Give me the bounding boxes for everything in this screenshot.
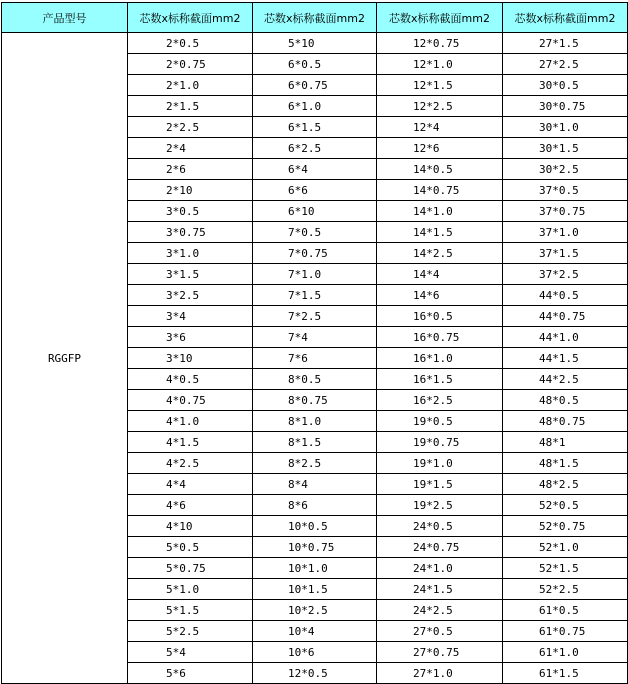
spec-cell: 3*1.5 — [128, 264, 253, 285]
spec-cell: 24*2.5 — [377, 600, 503, 621]
spec-cell: 16*1.5 — [377, 369, 503, 390]
spec-cell: 44*0.5 — [503, 285, 628, 306]
spec-cell: 8*1.0 — [253, 411, 377, 432]
spec-cell: 52*1.5 — [503, 558, 628, 579]
table-row — [2, 33, 628, 54]
spec-cell: 8*6 — [253, 495, 377, 516]
spec-cell: 27*0.5 — [377, 621, 503, 642]
spec-cell: 6*6 — [253, 180, 377, 201]
spec-cell: 5*10 — [253, 33, 377, 54]
table-body — [2, 33, 628, 684]
spec-cell: 8*0.5 — [253, 369, 377, 390]
spec-cell: 10*6 — [253, 642, 377, 663]
spec-cell: 14*1.0 — [377, 201, 503, 222]
spec-cell: 3*2.5 — [128, 285, 253, 306]
spec-cell: 37*0.5 — [503, 180, 628, 201]
header-cores-section-2: 芯数x标称截面mm2 — [253, 3, 377, 33]
spec-cell: 5*2.5 — [128, 621, 253, 642]
spec-cell: 6*1.0 — [253, 96, 377, 117]
spec-cell: 48*2.5 — [503, 474, 628, 495]
spec-cell: 5*1.5 — [128, 600, 253, 621]
spec-cell: 61*0.5 — [503, 600, 628, 621]
spec-cell: 8*2.5 — [253, 453, 377, 474]
spec-cell: 48*0.75 — [503, 411, 628, 432]
spec-cell: 19*0.5 — [377, 411, 503, 432]
spec-cell: 27*0.75 — [377, 642, 503, 663]
spec-cell: 48*0.5 — [503, 390, 628, 411]
spec-cell: 12*0.5 — [253, 663, 377, 684]
spec-cell: 4*2.5 — [128, 453, 253, 474]
spec-cell: 19*1.5 — [377, 474, 503, 495]
spec-cell: 10*1.5 — [253, 579, 377, 600]
spec-cell: 12*4 — [377, 117, 503, 138]
spec-cell: 2*6 — [128, 159, 253, 180]
spec-cell: 12*6 — [377, 138, 503, 159]
header-cores-section-1: 芯数x标称截面mm2 — [128, 3, 253, 33]
header-cores-section-4: 芯数x标称截面mm2 — [503, 3, 628, 33]
spec-cell: 61*1.5 — [503, 663, 628, 684]
spec-cell: 12*1.0 — [377, 54, 503, 75]
spec-cell: 24*0.5 — [377, 516, 503, 537]
header-row — [2, 3, 628, 33]
spec-cell: 3*0.5 — [128, 201, 253, 222]
spec-cell: 37*2.5 — [503, 264, 628, 285]
spec-cell: 52*0.5 — [503, 495, 628, 516]
spec-cell: 30*0.75 — [503, 96, 628, 117]
spec-cell: 10*2.5 — [253, 600, 377, 621]
spec-cell: 44*1.0 — [503, 327, 628, 348]
spec-cell: 2*1.0 — [128, 75, 253, 96]
spec-cell: 44*1.5 — [503, 348, 628, 369]
spec-cell: 2*2.5 — [128, 117, 253, 138]
spec-cell: 52*1.0 — [503, 537, 628, 558]
spec-cell: 6*10 — [253, 201, 377, 222]
spec-cell: 8*0.75 — [253, 390, 377, 411]
spec-cell: 6*4 — [253, 159, 377, 180]
spec-cell: 14*6 — [377, 285, 503, 306]
spec-cell: 5*6 — [128, 663, 253, 684]
spec-cell: 7*1.5 — [253, 285, 377, 306]
spec-cell: 14*0.75 — [377, 180, 503, 201]
spec-cell: 3*4 — [128, 306, 253, 327]
spec-cell: 8*4 — [253, 474, 377, 495]
spec-cell: 7*4 — [253, 327, 377, 348]
spec-cell: 4*6 — [128, 495, 253, 516]
spec-cell: 6*1.5 — [253, 117, 377, 138]
spec-cell: 3*6 — [128, 327, 253, 348]
spec-cell: 14*0.5 — [377, 159, 503, 180]
spec-cell: 16*0.75 — [377, 327, 503, 348]
spec-cell: 48*1.5 — [503, 453, 628, 474]
spec-cell: 30*1.0 — [503, 117, 628, 138]
spec-cell: 44*0.75 — [503, 306, 628, 327]
spec-cell: 7*2.5 — [253, 306, 377, 327]
spec-cell: 30*0.5 — [503, 75, 628, 96]
spec-cell: 12*1.5 — [377, 75, 503, 96]
header-product-model: 产品型号 — [2, 3, 128, 33]
spec-cell: 3*1.0 — [128, 243, 253, 264]
spec-cell: 2*0.75 — [128, 54, 253, 75]
spec-cell: 37*0.75 — [503, 201, 628, 222]
spec-cell: 14*2.5 — [377, 243, 503, 264]
spec-cell: 12*0.75 — [377, 33, 503, 54]
spec-cell: 24*1.0 — [377, 558, 503, 579]
spec-cell: 30*1.5 — [503, 138, 628, 159]
spec-cell: 24*0.75 — [377, 537, 503, 558]
spec-cell: 5*4 — [128, 642, 253, 663]
spec-cell: 10*0.75 — [253, 537, 377, 558]
spec-cell: 12*2.5 — [377, 96, 503, 117]
spec-cell: 52*2.5 — [503, 579, 628, 600]
spec-table — [1, 2, 628, 684]
spec-cell: 4*4 — [128, 474, 253, 495]
spec-cell: 4*1.5 — [128, 432, 253, 453]
spec-cell: 19*0.75 — [377, 432, 503, 453]
spec-cell: 52*0.75 — [503, 516, 628, 537]
spec-cell: 5*0.75 — [128, 558, 253, 579]
spec-cell: 10*1.0 — [253, 558, 377, 579]
spec-cell: 19*1.0 — [377, 453, 503, 474]
spec-cell: 2*10 — [128, 180, 253, 201]
spec-cell: 61*1.0 — [503, 642, 628, 663]
spec-cell: 24*1.5 — [377, 579, 503, 600]
spec-cell: 3*0.75 — [128, 222, 253, 243]
spec-cell: 10*4 — [253, 621, 377, 642]
spec-cell: 14*4 — [377, 264, 503, 285]
spec-cell: 44*2.5 — [503, 369, 628, 390]
spec-cell: 19*2.5 — [377, 495, 503, 516]
spec-cell: 14*1.5 — [377, 222, 503, 243]
spec-cell: 61*0.75 — [503, 621, 628, 642]
spec-cell: 6*0.75 — [253, 75, 377, 96]
spec-cell: 8*1.5 — [253, 432, 377, 453]
spec-cell: 4*0.75 — [128, 390, 253, 411]
spec-cell: 48*1 — [503, 432, 628, 453]
spec-cell: 5*0.5 — [128, 537, 253, 558]
spec-cell: 37*1.0 — [503, 222, 628, 243]
spec-cell: 37*1.5 — [503, 243, 628, 264]
spec-cell: 7*0.75 — [253, 243, 377, 264]
spec-cell: 3*10 — [128, 348, 253, 369]
spec-cell: 27*2.5 — [503, 54, 628, 75]
spec-cell: 27*1.0 — [377, 663, 503, 684]
spec-cell: 4*0.5 — [128, 369, 253, 390]
spec-cell: 7*6 — [253, 348, 377, 369]
header-cores-section-3: 芯数x标称截面mm2 — [377, 3, 503, 33]
spec-cell: 4*10 — [128, 516, 253, 537]
spec-cell: 16*2.5 — [377, 390, 503, 411]
spec-cell: 30*2.5 — [503, 159, 628, 180]
spec-cell: 6*0.5 — [253, 54, 377, 75]
spec-cell: 2*0.5 — [128, 33, 253, 54]
spec-cell: 4*1.0 — [128, 411, 253, 432]
spec-cell: 27*1.5 — [503, 33, 628, 54]
spec-cell: 10*0.5 — [253, 516, 377, 537]
spec-cell: 7*1.0 — [253, 264, 377, 285]
spec-cell: 16*1.0 — [377, 348, 503, 369]
spec-cell: 2*1.5 — [128, 96, 253, 117]
spec-cell: 2*4 — [128, 138, 253, 159]
product-model-cell: RGGFP — [2, 33, 128, 684]
spec-cell: 5*1.0 — [128, 579, 253, 600]
spec-cell: 16*0.5 — [377, 306, 503, 327]
spec-cell: 6*2.5 — [253, 138, 377, 159]
spec-cell: 7*0.5 — [253, 222, 377, 243]
